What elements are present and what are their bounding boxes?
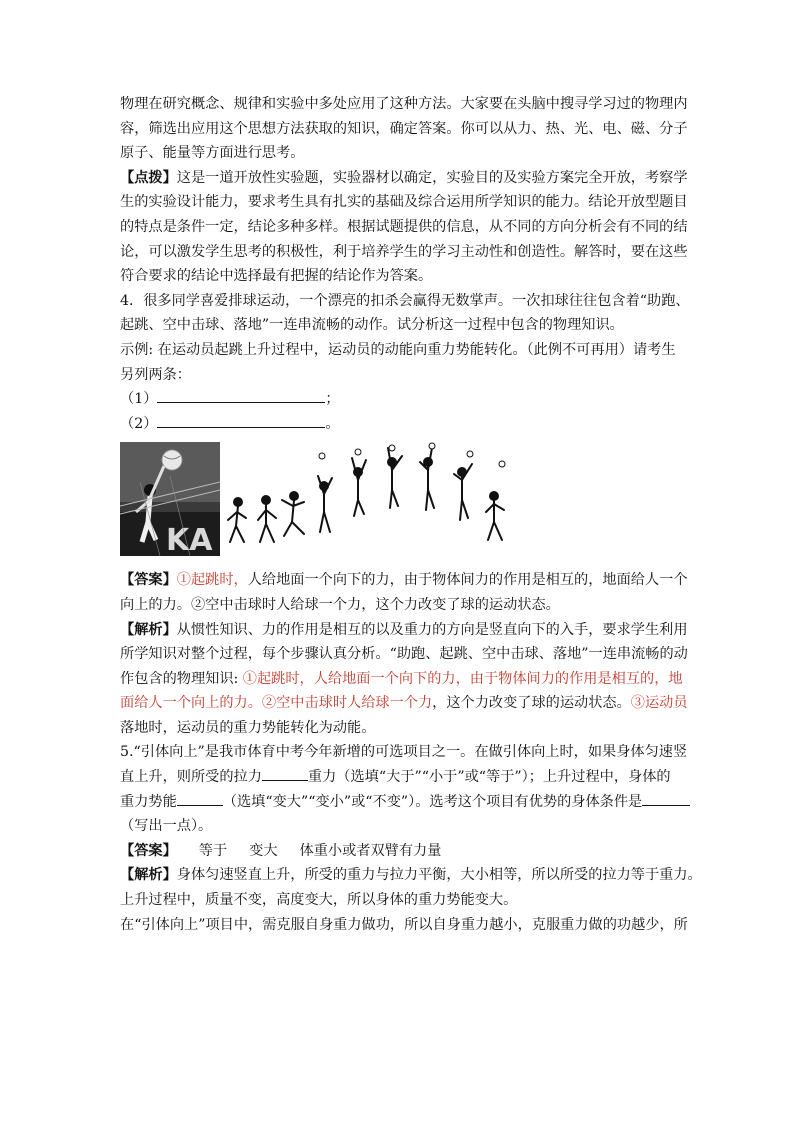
potential-energy-blank[interactable] bbox=[177, 791, 223, 806]
q4-line-1: 4．很多同学喜爱排球运动，一个漂亮的扣杀会赢得无数掌声。一次扣球往往包含着“助跑、 bbox=[120, 292, 690, 309]
svg-text:KA: KA bbox=[166, 523, 213, 557]
spike-photo bbox=[120, 442, 220, 556]
dianbo-line-1: 【点拨】这是一道开放性实验题，实验器材以确定，实验目的及实验方案完全开放，考察学 bbox=[120, 169, 688, 186]
q4-analysis-line-5: 落地时，运动员的重力势能转化为动能。 bbox=[120, 719, 376, 736]
q5-line-4: （写出一点）。 bbox=[120, 818, 213, 835]
dianbo-line-4: 论，可以激发学生思考的积极性，利于培养学生的学习主动性和创造性。解答时，要在这些 bbox=[120, 243, 688, 260]
document-content bbox=[120, 92, 702, 937]
q5-analysis-line-3: 在“引体向上”项目中，需克服自身重力做功，所以自身重力越小，克服重力做的功越少，所 bbox=[120, 916, 688, 933]
spike-sequence-illustration bbox=[220, 442, 520, 558]
intro-line-1: 物理在研究概念、规律和实验中多处应用了这种方法。大家要在头脑中搜寻学习过的物理内 bbox=[120, 96, 688, 112]
intro-line-2: 容，筛选出应用这个思想方法获取的知识，确定答案。你可以从力、热、光、电、磁、分子 bbox=[120, 120, 688, 137]
q5-line-3: 重力势能 （选填“变大”“变小”或“不变”）。选考这个项目有优势的身体条件是 bbox=[120, 790, 676, 815]
dianbo-label: 【点拨】 bbox=[120, 169, 177, 186]
q5-answer-label: 【答案】 bbox=[120, 842, 177, 859]
q4-answer-line-1: 【答案】①起跳时，人给地面一个向下的力，由于物体间力的作用是相互的，地面给人一个 bbox=[120, 572, 688, 589]
q4-analysis-line-1: 【解析】从惯性知识、力的作用是相互的以及重力的方向是竖直向下的入手，要求学生利用 bbox=[120, 621, 688, 638]
q5-answer-line: 【答案】 等于 变大 体重小或者双臂有力量 bbox=[120, 842, 442, 859]
dianbo-line-5: 符合要求的结论中选择最有把握的结论作为答案。 bbox=[120, 268, 433, 285]
answer-label: 【答案】 bbox=[120, 572, 177, 589]
dianbo-line-3: 的特点是条件一定，结论多种多样。根据试题提供的信息，从不同的方向分析会有不同的结 bbox=[120, 218, 688, 235]
answer-blank-2[interactable] bbox=[157, 413, 325, 428]
q4-line-4: 另列两条： bbox=[120, 366, 191, 383]
q5-analysis-line-1: 【解析】身体匀速竖直上升，所受的重力与拉力平衡，大小相等，所以所受的拉力等于重力。 bbox=[120, 867, 702, 884]
q4-analysis-line-4: 面给人一个向上的力。②空中击球时人给球一个力，这个力改变了球的运动状态。③运动员 bbox=[120, 695, 688, 712]
q4-line-3: 示例: 在运动员起跳上升过程中，运动员的动能向重力势能转化。（此例不可再用）请考生 bbox=[120, 341, 676, 358]
body-condition-blank[interactable] bbox=[642, 791, 690, 806]
pull-force-blank[interactable] bbox=[262, 766, 308, 781]
volleyball-figure bbox=[120, 442, 676, 564]
intro-line-3: 原子、能量等方面进行思考。 bbox=[120, 145, 305, 162]
dianbo-line-2: 生的实验设计能力，要求考生具有扎实的基础及综合运用所学知识的能力。结论开放型题目 bbox=[120, 194, 688, 211]
q4-item-2: （2） 。 bbox=[120, 412, 676, 437]
q5-analysis-label: 【解析】 bbox=[120, 867, 177, 884]
q5-line-1: 5.“引体向上”是我市体育中考今年新增的可选项目之一。在做引体向上时，如果身体匀速竖 bbox=[120, 744, 688, 761]
q5-analysis-line-2: 上升过程中，质量不变，高度变大，所以身体的重力势能变大。 bbox=[120, 892, 518, 909]
q4-item-1: （1） ； bbox=[120, 387, 676, 412]
q4-answer-line-2: 向上的力。②空中击球时人给球一个力，这个力改变了球的运动状态。 bbox=[120, 596, 560, 613]
q4-analysis-line-2: 所学知识对整个过程，每个步骤认真分析。“助跑、起跳、空中击球、落地”一连串流畅的动 bbox=[120, 646, 688, 663]
q4-line-2: 起跳、空中击球、落地”一连串流畅的动作。试分析这一过程中包含的物理知识。 bbox=[120, 317, 624, 334]
q4-analysis-line-3: 作包含的物理知识: ①起跳时，人给地面一个向下的力，由于物体间力的作用是相互的，地 bbox=[120, 670, 683, 687]
answer-blank-1[interactable] bbox=[157, 388, 325, 403]
q5-line-2: 直上升，则所受的拉力 重力（选填“大于”“小于”或“等于”）；上升过程中，身体的 bbox=[120, 765, 676, 790]
analysis-label: 【解析】 bbox=[120, 621, 177, 638]
